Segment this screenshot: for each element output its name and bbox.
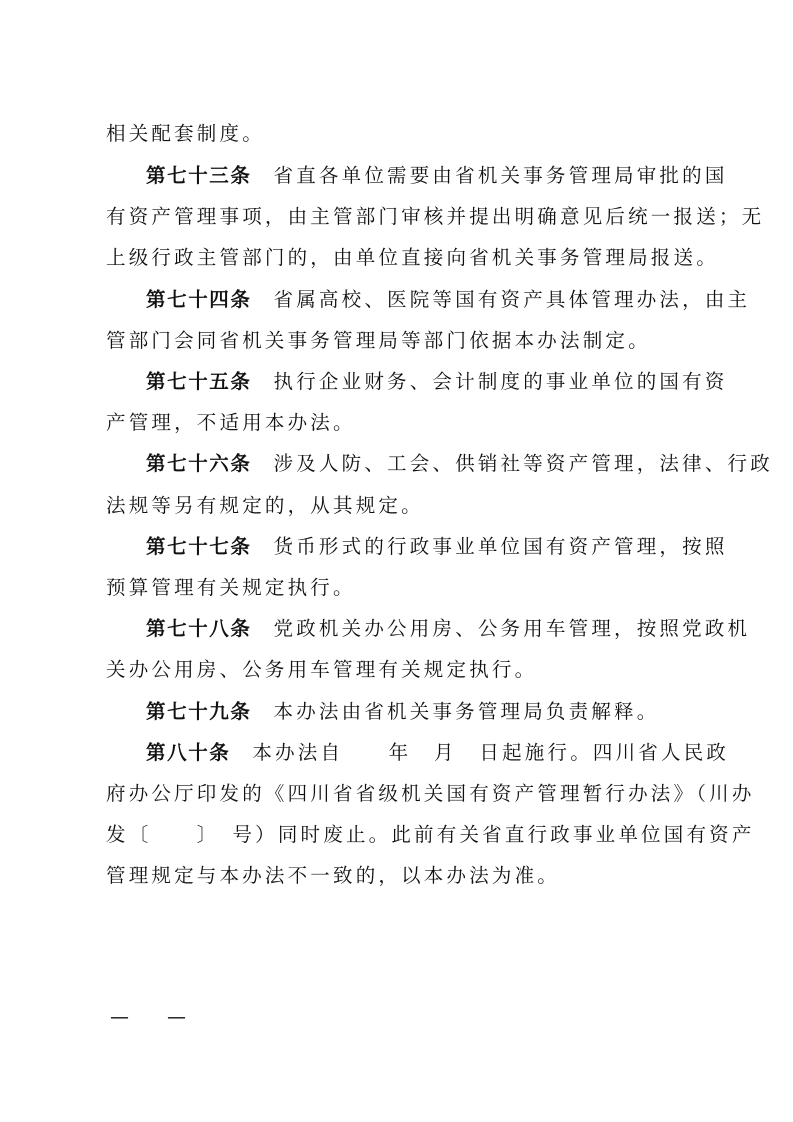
text-line xyxy=(106,864,688,888)
line-text: 党政机关办公用房、公务用车管理，按照党政机 xyxy=(273,617,751,640)
line-text: 相关配套制度。 xyxy=(106,122,265,145)
article-80 xyxy=(146,741,730,765)
line-text: 货币形式的行政事业单位国有资产管理，按照 xyxy=(273,535,728,558)
article-75 xyxy=(146,370,728,394)
line-text: 本办法自 年 月 日起施行。四川省人民政 xyxy=(252,741,730,764)
line-text: 执行企业财务、会计制度的事业单位的国有资 xyxy=(273,370,728,393)
line-text: 涉及人防、工会、供销社等资产管理，法律、行政 xyxy=(273,452,773,475)
article-73 xyxy=(146,164,728,188)
article-number: 第七十六条 xyxy=(146,452,252,475)
text-line xyxy=(106,782,755,806)
text-line xyxy=(106,246,719,270)
article-78 xyxy=(146,617,751,641)
text-line xyxy=(106,122,688,146)
text-line xyxy=(106,205,765,229)
text-line xyxy=(106,411,688,435)
line-text: 产管理，不适用本办法。 xyxy=(106,411,356,434)
text-line xyxy=(106,576,688,600)
line-text: 关办公用房、公务用车管理有关规定执行。 xyxy=(106,658,538,681)
article-number: 第七十八条 xyxy=(146,617,252,640)
article-number: 第七十五条 xyxy=(146,370,252,393)
line-text: 管部门会同省机关事务管理局等部门依据本办法制定。 xyxy=(106,329,651,352)
line-text: 府办公厅印发的《四川省省级机关国有资产管理暂行办法》（川办 xyxy=(106,782,755,805)
article-77 xyxy=(146,535,728,559)
article-number: 第七十七条 xyxy=(146,535,252,558)
line-text: 发〔 〕 号）同时废止。此前有关省直行政事业单位国有资产 xyxy=(106,823,755,846)
text-line xyxy=(106,494,688,518)
article-79 xyxy=(146,700,688,724)
text-line xyxy=(106,658,688,682)
line-text: 管理规定与本办法不一致的，以本办法为准。 xyxy=(106,864,561,887)
article-74 xyxy=(146,288,751,312)
article-76 xyxy=(146,452,773,476)
article-number: 第八十条 xyxy=(146,741,231,764)
line-text: 本办法由省机关事务管理局负责解释。 xyxy=(273,700,660,723)
article-number: 第七十四条 xyxy=(146,288,252,311)
text-line xyxy=(106,329,688,353)
line-text: 省直各单位需要由省机关事务管理局审批的国 xyxy=(273,164,728,187)
line-text: 上级行政主管部门的，由单位直接向省机关事务管理局报送。 xyxy=(106,246,719,269)
text-line xyxy=(106,823,755,847)
line-text: 有资产管理事项，由主管部门审核并提出明确意见后统一报送；无 xyxy=(106,205,765,228)
page-number-mark: — — xyxy=(110,1006,187,1028)
article-number: 第七十三条 xyxy=(146,164,252,187)
line-text: 省属高校、医院等国有资产具体管理办法，由主 xyxy=(273,288,751,311)
line-text: 预算管理有关规定执行。 xyxy=(106,576,356,599)
article-number: 第七十九条 xyxy=(146,700,252,723)
line-text: 法规等另有规定的，从其规定。 xyxy=(106,494,424,517)
